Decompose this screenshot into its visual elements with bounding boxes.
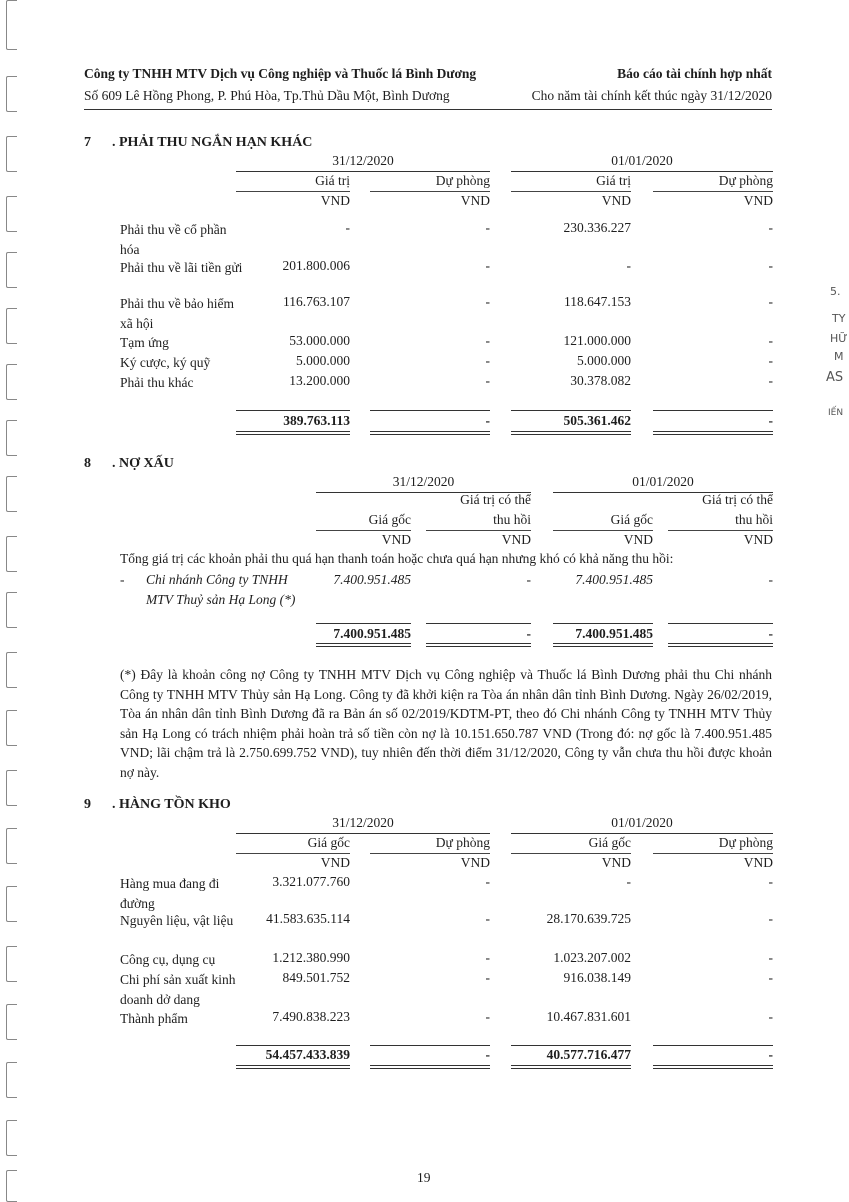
s7-row-provision: -: [485, 353, 490, 368]
s8-total-double-rule: [668, 643, 773, 647]
stamp-text: 5.: [830, 285, 841, 298]
s8-item-dash: -: [120, 572, 125, 587]
s9-row-cost: 849.501.752: [282, 970, 350, 985]
header-rule: [84, 109, 772, 110]
s9-row-provision: -: [485, 911, 490, 926]
company-name: Công ty TNHH MTV Dịch vụ Công nghiệp và Thuốc lá Bình Dương: [84, 66, 477, 81]
s9-row-provision: -: [485, 1009, 490, 1024]
s8-item-cost: 7.400.951.485: [333, 572, 411, 587]
s8-total-rule: [316, 623, 411, 624]
s7-total-provision: -: [485, 413, 490, 428]
s7-date-prior: 01/01/2020: [611, 153, 673, 168]
s9-row-provision: -: [768, 970, 773, 985]
s9-total-cost: 40.577.716.477: [546, 1047, 631, 1062]
s7-total-double-rule: [653, 431, 773, 435]
stamp-text: M: [834, 350, 844, 363]
binder-mark: [6, 0, 17, 50]
s7-row-label: Phải thu về cổ phần hóa: [120, 222, 227, 257]
s7-col-value-2: Giá trị: [596, 173, 631, 188]
s7-row-value: 116.763.107: [283, 294, 350, 309]
s8-item-cost: 7.400.951.485: [575, 572, 653, 587]
binder-mark: [6, 710, 17, 746]
s8-col-recover-2: thu hồi: [493, 512, 531, 527]
s9-col-underline: [236, 853, 350, 854]
s7-row-label: Phải thu khác: [120, 375, 194, 390]
s7-col-value-1: Giá trị: [315, 173, 350, 188]
s8-col-recover-1: Giá trị có thể: [702, 492, 773, 507]
s9-total-double-rule: [236, 1065, 350, 1069]
s9-col-cost-2: Giá gốc: [588, 835, 631, 850]
s8-item-recoverable: -: [526, 572, 531, 587]
s9-row-provision: -: [768, 874, 773, 889]
s7-col-underline: [653, 191, 773, 192]
binder-mark: [6, 946, 17, 982]
s8-total-cost: 7.400.951.485: [575, 626, 653, 641]
s9-date-current: 31/12/2020: [332, 815, 394, 830]
s7-row-provision: -: [768, 220, 773, 235]
s8-unit: VND: [623, 532, 653, 547]
s7-row-value: 201.800.006: [282, 258, 350, 273]
s9-row-provision: -: [485, 874, 490, 889]
s7-col-provision-2: Dự phòng: [718, 173, 773, 188]
s7-col-provision-1: Dự phòng: [435, 173, 490, 188]
s8-unit: VND: [501, 532, 531, 547]
s8-unit: VND: [743, 532, 773, 547]
binder-mark: [6, 1120, 17, 1156]
s8-total-recoverable: -: [526, 626, 531, 641]
s8-total-cost: 7.400.951.485: [333, 626, 411, 641]
s7-row-provision: -: [485, 258, 490, 273]
s9-col-underline: [653, 853, 773, 854]
s9-unit: VND: [601, 855, 631, 870]
s7-total-rule: [370, 410, 490, 411]
s8-total-double-rule: [426, 643, 531, 647]
s8-col-underline: [668, 530, 773, 531]
s7-unit: VND: [601, 193, 631, 208]
s9-row-provision: -: [485, 950, 490, 965]
s7-row-label: Phải thu về lãi tiền gửi: [120, 260, 243, 275]
report-title: Báo cáo tài chính hợp nhất: [617, 66, 772, 81]
s7-row-value: 53.000.000: [289, 333, 350, 348]
s9-row-provision: -: [485, 970, 490, 985]
s7-row-label: Ký cược, ký quỹ: [120, 355, 211, 370]
s9-row-cost: 7.490.838.223: [272, 1009, 350, 1024]
s7-total-value: 389.763.113: [283, 413, 350, 428]
binder-mark: [6, 592, 17, 628]
s8-item-label-line1: Chi nhánh Công ty TNHH: [146, 572, 288, 587]
s7-col-underline: [236, 191, 350, 192]
s8-item-label-line2: MTV Thuỷ sản Hạ Long (*): [146, 592, 296, 607]
section-9-number: 9: [84, 797, 91, 812]
s9-row-cost: 41.583.635.114: [266, 911, 350, 926]
stamp-text: TY: [832, 312, 846, 325]
binder-mark: [6, 886, 17, 922]
s7-row-label: Tạm ứng: [120, 335, 169, 350]
s7-total-rule: [653, 410, 773, 411]
s9-total-rule: [370, 1045, 490, 1046]
s7-row-value: 230.336.227: [563, 220, 631, 235]
binder-mark: [6, 1062, 17, 1098]
s7-col-underline: [370, 191, 490, 192]
s7-row-provision: -: [768, 258, 773, 273]
s9-total-provision: -: [485, 1047, 490, 1062]
s9-date-rule: [236, 833, 490, 834]
s9-date-rule: [511, 833, 773, 834]
binder-mark: [6, 76, 17, 112]
section-7-title: . PHẢI THU NGẮN HẠN KHÁC: [112, 135, 313, 150]
s9-total-double-rule: [653, 1065, 773, 1069]
s9-col-provision-1: Dự phòng: [435, 835, 490, 850]
s8-col-cost: Giá gốc: [610, 512, 653, 527]
s7-row-provision: -: [485, 373, 490, 388]
binder-mark: [6, 196, 17, 232]
s7-row-provision: -: [768, 294, 773, 309]
binder-mark: [6, 364, 17, 400]
s9-col-underline: [370, 853, 490, 854]
s9-row-cost: 1.212.380.990: [272, 950, 350, 965]
s8-total-recoverable: -: [768, 626, 773, 641]
s7-date-rule: [236, 171, 490, 172]
page-number: 19: [417, 1170, 431, 1185]
s7-row-provision: -: [768, 333, 773, 348]
s8-unit: VND: [381, 532, 411, 547]
s7-row-value: 30.378.082: [570, 373, 631, 388]
s7-row-label: Phải thu về bảo hiểm xã hội: [120, 296, 234, 331]
s9-row-label: Hàng mua đang đi đường: [120, 876, 220, 911]
s8-total-rule: [426, 623, 531, 624]
section-7-number: 7: [84, 135, 91, 150]
section-9-title: . HÀNG TỒN KHO: [112, 797, 231, 812]
s8-total-rule: [668, 623, 773, 624]
s9-row-cost: 10.467.831.601: [546, 1009, 631, 1024]
s7-total-double-rule: [511, 431, 631, 435]
s7-unit: VND: [743, 193, 773, 208]
s9-row-cost: 916.038.149: [563, 970, 631, 985]
s9-row-provision: -: [768, 950, 773, 965]
s7-total-double-rule: [370, 431, 490, 435]
s7-date-current: 31/12/2020: [332, 153, 394, 168]
s7-unit: VND: [460, 193, 490, 208]
binder-mark: [6, 828, 17, 864]
s8-col-recover-1: Giá trị có thể: [460, 492, 531, 507]
company-address: Số 609 Lê Hồng Phong, P. Phú Hòa, Tp.Thủ Dầu Một, Bình Dương: [84, 88, 450, 103]
s9-col-provision-2: Dự phòng: [718, 835, 773, 850]
s8-col-cost: Giá gốc: [368, 512, 411, 527]
s9-total-provision: -: [768, 1047, 773, 1062]
s9-row-label: Công cụ, dụng cụ: [120, 952, 216, 967]
s9-total-cost: 54.457.433.839: [265, 1047, 350, 1062]
s9-col-underline: [511, 853, 631, 854]
s9-row-label: Nguyên liệu, vật liệu: [120, 913, 234, 928]
section-8-number: 8: [84, 456, 91, 471]
s7-row-provision: -: [768, 353, 773, 368]
s8-date-current: 31/12/2020: [392, 474, 455, 489]
s7-row-value: -: [345, 220, 350, 235]
s7-unit: VND: [320, 193, 350, 208]
binder-mark: [6, 420, 17, 456]
binder-mark: [6, 652, 17, 688]
s9-total-double-rule: [370, 1065, 490, 1069]
s9-unit: VND: [743, 855, 773, 870]
binder-mark: [6, 476, 17, 512]
stamp-text: HỮ: [830, 332, 848, 345]
s9-row-provision: -: [768, 1009, 773, 1024]
binder-mark: [6, 536, 17, 572]
s9-row-cost: 28.170.639.725: [546, 911, 631, 926]
section-8-title: . NỢ XẤU: [112, 456, 174, 471]
s9-unit: VND: [320, 855, 350, 870]
s9-row-label: Chi phí sản xuất kinh doanh dở dang: [120, 972, 236, 1007]
s7-date-rule: [511, 171, 773, 172]
s7-row-value: 118.647.153: [564, 294, 631, 309]
s8-col-recover-2: thu hồi: [735, 512, 773, 527]
s7-row-value: 5.000.000: [577, 353, 631, 368]
s7-row-value: 121.000.000: [563, 333, 631, 348]
s9-total-rule: [511, 1045, 631, 1046]
s8-total-rule: [553, 623, 653, 624]
binder-mark: [6, 770, 17, 806]
s7-row-value: 13.200.000: [289, 373, 350, 388]
s9-date-prior: 01/01/2020: [611, 815, 673, 830]
s7-total-provision: -: [768, 413, 773, 428]
binder-mark: [6, 1170, 17, 1202]
s9-total-double-rule: [511, 1065, 631, 1069]
s8-footnote: (*) Đây là khoản công nợ Công ty TNHH MTV Dịch vụ Công nghiệp và Thuốc lá Bình Dương phải thu Chi nhánh Công ty TNHH MTV Thủy sản Hạ Long. Công ty đã khởi kiện ra Tòa án nhân dân tỉnh Bình Dương. Ngày 26/02/2019, Tòa án nhân dân tỉnh Bình Dương đã ra Bản án số 02/2019/KDTM-PT, theo đó Chi nhánh Công ty TNHH MTV Thủy sản Hạ Long có trách nhiệm phải hoàn trả số tiền còn nợ là 10.151.650.787 VND (Trong đó: nợ gốc là 7.400.951.485 VND; lãi chậm trả là 2.750.699.752 VND), tuy nhiên đến thời điểm 31/12/2020, Công ty vẫn chưa thu hồi được khoản nợ này.: [120, 667, 772, 780]
s7-total-rule: [236, 410, 350, 411]
s8-date-prior: 01/01/2020: [632, 474, 694, 489]
s7-total-rule: [511, 410, 631, 411]
s7-row-value: 5.000.000: [296, 353, 350, 368]
stamp-text: IẾN: [828, 408, 844, 418]
s8-col-underline: [426, 530, 531, 531]
s8-col-underline: [553, 530, 653, 531]
stamp-text: AS: [826, 370, 844, 385]
binder-mark: [6, 136, 17, 172]
s8-total-double-rule: [553, 643, 653, 647]
binder-mark: [6, 308, 17, 344]
s9-row-cost: -: [626, 874, 631, 889]
s7-col-underline: [511, 191, 631, 192]
s9-total-rule: [653, 1045, 773, 1046]
s9-row-cost: 3.321.077.760: [272, 874, 350, 889]
s8-total-double-rule: [316, 643, 411, 647]
s7-row-provision: -: [485, 220, 490, 235]
s9-unit: VND: [460, 855, 490, 870]
s9-row-label: Thành phẩm: [120, 1011, 188, 1026]
s7-row-provision: -: [485, 333, 490, 348]
s8-col-underline: [316, 530, 411, 531]
s9-row-cost: 1.023.207.002: [553, 950, 631, 965]
binder-mark: [6, 252, 17, 288]
s7-row-value: -: [626, 258, 631, 273]
s9-col-cost-1: Giá gốc: [307, 835, 350, 850]
s8-intro: Tổng giá trị các khoản phải thu quá hạn thanh toán hoặc chưa quá hạn nhưng khó có khả năng thu hồi:: [120, 551, 674, 566]
report-period: Cho năm tài chính kết thúc ngày 31/12/2020: [531, 88, 772, 103]
binder-mark: [6, 1004, 17, 1040]
s7-total-double-rule: [236, 431, 350, 435]
s9-total-rule: [236, 1045, 350, 1046]
s9-row-provision: -: [768, 911, 773, 926]
s7-total-value: 505.361.462: [563, 413, 631, 428]
s7-row-provision: -: [768, 373, 773, 388]
s8-item-recoverable: -: [768, 572, 773, 587]
s7-row-provision: -: [485, 294, 490, 309]
